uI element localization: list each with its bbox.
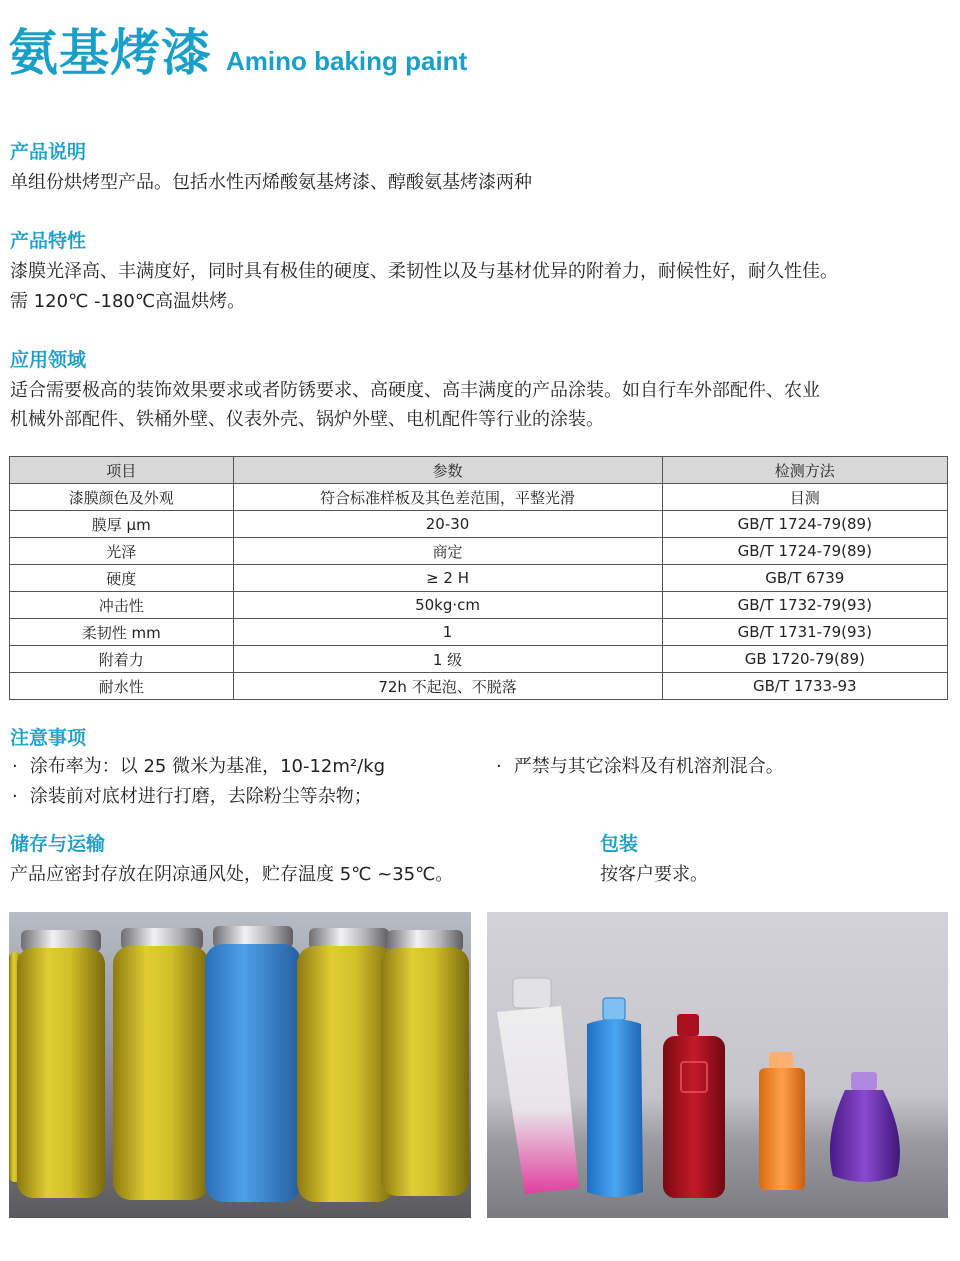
cans-illustration [9,912,471,1218]
table-row [10,592,948,619]
can-2 [113,928,209,1200]
note-text: 涂布率为：以 25 微米为基准，10-12m²/kg [29,756,386,777]
packaging-text: 按客户要求。 [600,864,708,885]
packaging-heading: 包装 [600,833,639,855]
usage-heading: 应用领域 [10,349,87,371]
can-5 [381,930,469,1196]
row-item: 柔韧性 mm [10,619,234,646]
row-parameter: 20-30 [233,511,662,538]
desc-text: 单组份烘烤型产品。包括水性丙烯酸氨基烤漆、醇酸氨基烤漆两种 [10,172,532,193]
can-4 [297,928,395,1202]
row-method: GB/T 1733-93 [662,673,947,700]
bottles-illustration [487,912,948,1218]
notes-heading: 注意事项 [10,727,87,749]
row-item: 耐水性 [10,673,234,700]
row-item: 膜厚 μm [10,511,234,538]
page-title [8,24,468,82]
row-method: 目测 [662,484,947,511]
storage-heading: 储存与运输 [10,833,106,855]
row-method: GB/T 1731-79(93) [662,619,947,646]
row-item: 光泽 [10,538,234,565]
header-test-method: 检测方法 [662,457,947,484]
table-row [10,673,948,700]
row-method: GB/T 1724-79(89) [662,511,947,538]
usage-line-1: 适合需要极高的装饰效果要求或者防锈要求、高硬度、高丰满度的产品涂装。如自行车外部配件、农业 [10,380,820,401]
row-item: 附着力 [10,646,234,673]
row-item: 漆膜颜色及外观 [10,484,234,511]
table-row [10,484,948,511]
storage-text: 产品应密封存放在阴凉通风处，贮存温度 5℃ ~35℃。 [10,864,454,885]
features-line-2: 需 120℃ -180℃高温烘烤。 [10,291,246,312]
row-parameter: ≥ 2 H [233,565,662,592]
bottle-blue [587,998,643,1197]
header-item: 项目 [10,457,234,484]
features-line-1: 漆膜光泽高、丰满度好，同时具有极佳的硬度、柔韧性以及与基材优异的附着力，耐候性好，耐久性佳。 [10,261,838,282]
bullet: · [496,756,502,777]
features-heading: 产品特性 [10,230,87,252]
row-method: GB 1720-79(89) [662,646,947,673]
note-item-sanding [12,785,372,809]
photo-painted-bottles [487,912,948,1218]
row-method: GB/T 1732-79(93) [662,592,947,619]
table-row [10,646,948,673]
table-header-row [10,457,948,484]
row-parameter: 符合标准样板及其色差范围，平整光滑 [233,484,662,511]
row-method: GB/T 1724-79(89) [662,538,947,565]
bullet: · [12,756,18,777]
can-1 [17,930,105,1198]
row-parameter: 72h 不起泡、不脱落 [233,673,662,700]
row-item: 冲击性 [10,592,234,619]
title-english: Amino baking paint [226,46,468,76]
photo-painted-cans [9,912,471,1218]
row-parameter: 1 [233,619,662,646]
row-method: GB/T 6739 [662,565,947,592]
can-3 [205,926,301,1202]
table-row [10,511,948,538]
table-row [10,565,948,592]
bottle-orange [759,1052,805,1190]
row-parameter: 商定 [233,538,662,565]
header-parameter: 参数 [233,457,662,484]
row-parameter: 1 级 [233,646,662,673]
bullet: · [12,786,18,807]
row-item: 硬度 [10,565,234,592]
title-chinese: 氨基烤漆 [8,24,212,82]
note-item-coverage [12,755,385,779]
bottle-red [663,1014,725,1198]
note-text: 涂装前对底材进行打磨，去除粉尘等杂物； [29,786,372,807]
table-row [10,619,948,646]
note-text: 严禁与其它涂料及有机溶剂混合。 [513,756,784,777]
spec-table [9,456,948,700]
table-row [10,538,948,565]
row-parameter: 50kg·cm [233,592,662,619]
note-item-no-mixing [496,755,784,779]
usage-line-2: 机械外部配件、铁桶外壁、仪表外壳、锅炉外壁、电机配件等行业的涂装。 [10,409,604,430]
desc-heading: 产品说明 [10,141,87,163]
